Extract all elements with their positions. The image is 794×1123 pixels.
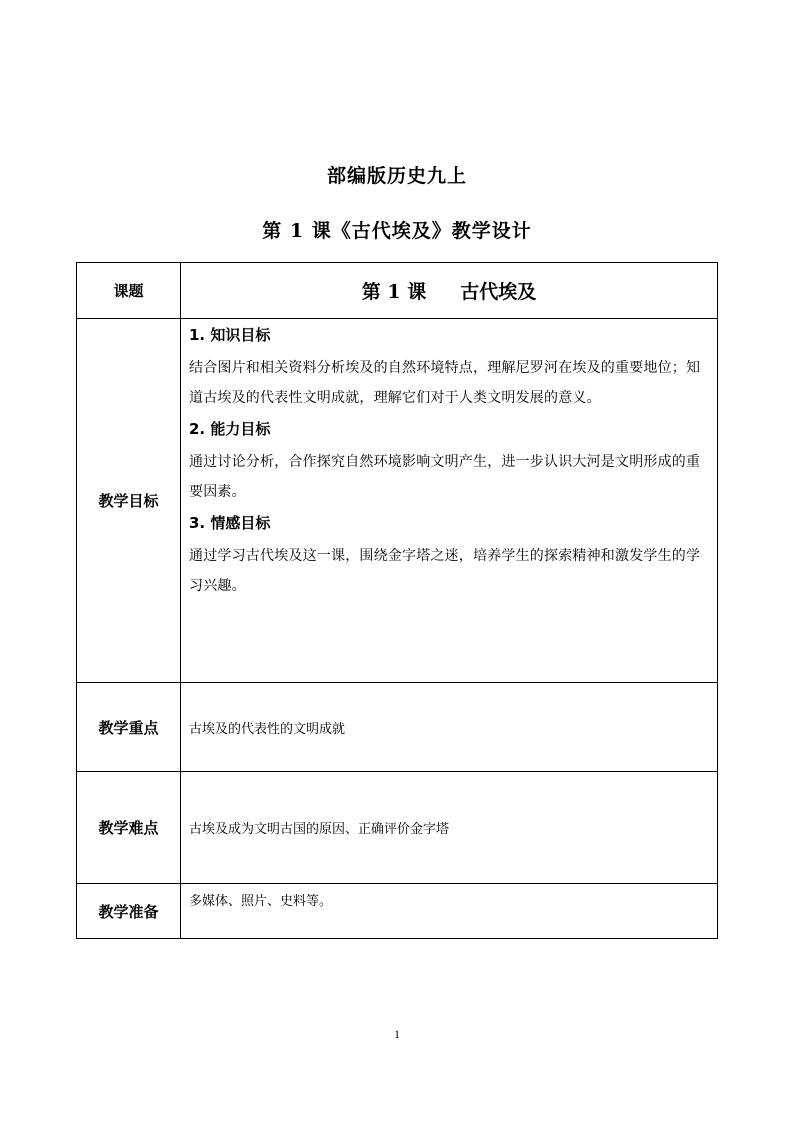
topic-label: 课题 xyxy=(77,263,181,319)
goal-heading-emotion: 3. 情感目标 xyxy=(189,514,271,532)
key-points-value: 古埃及的代表性的文明成就 xyxy=(181,683,718,772)
goal-text-ability: 通过讨论分析，合作探究自然环境影响文明产生，进一步认识大河是文明形成的重要因素。 xyxy=(189,454,701,500)
lesson-title: 第 1 课《古代埃及》教学设计 xyxy=(262,220,532,242)
goal-heading-ability: 2. 能力目标 xyxy=(189,420,271,438)
key-points-label: 教学重点 xyxy=(77,683,181,772)
goals-content xyxy=(181,319,718,683)
table-row-topic xyxy=(77,263,718,319)
goals-label: 教学目标 xyxy=(77,319,181,683)
goal-text-emotion: 通过学习古代埃及这一课，围绕金字塔之迷，培养学生的探索精神和激发学生的学习兴趣。 xyxy=(189,548,701,594)
table-row-key-points xyxy=(77,683,718,772)
topic-value xyxy=(181,263,718,319)
lesson-number: 第 1 课 xyxy=(361,281,427,303)
table-row-difficulties xyxy=(77,772,718,884)
difficulties-label: 教学难点 xyxy=(77,772,181,884)
document-title: 部编版历史九上 xyxy=(326,165,467,187)
lesson-plan-table xyxy=(76,262,718,939)
difficulties-value: 古埃及成为文明古国的原因、正确评价金字塔 xyxy=(181,772,718,884)
lesson-name: 古代埃及 xyxy=(460,281,537,303)
page-number: 1 xyxy=(394,1027,400,1041)
table-row-preparation xyxy=(77,884,718,939)
preparation-label: 教学准备 xyxy=(77,884,181,939)
table-row-goals xyxy=(77,319,718,683)
preparation-value: 多媒体、照片、史料等。 xyxy=(181,884,718,939)
goal-text-knowledge: 结合图片和相关资料分析埃及的自然环境特点，理解尼罗河在埃及的重要地位；知道古埃及的代表性文明成就，理解它们对于人类文明发展的意义。 xyxy=(189,360,701,406)
goal-heading-knowledge: 1. 知识目标 xyxy=(189,326,271,344)
